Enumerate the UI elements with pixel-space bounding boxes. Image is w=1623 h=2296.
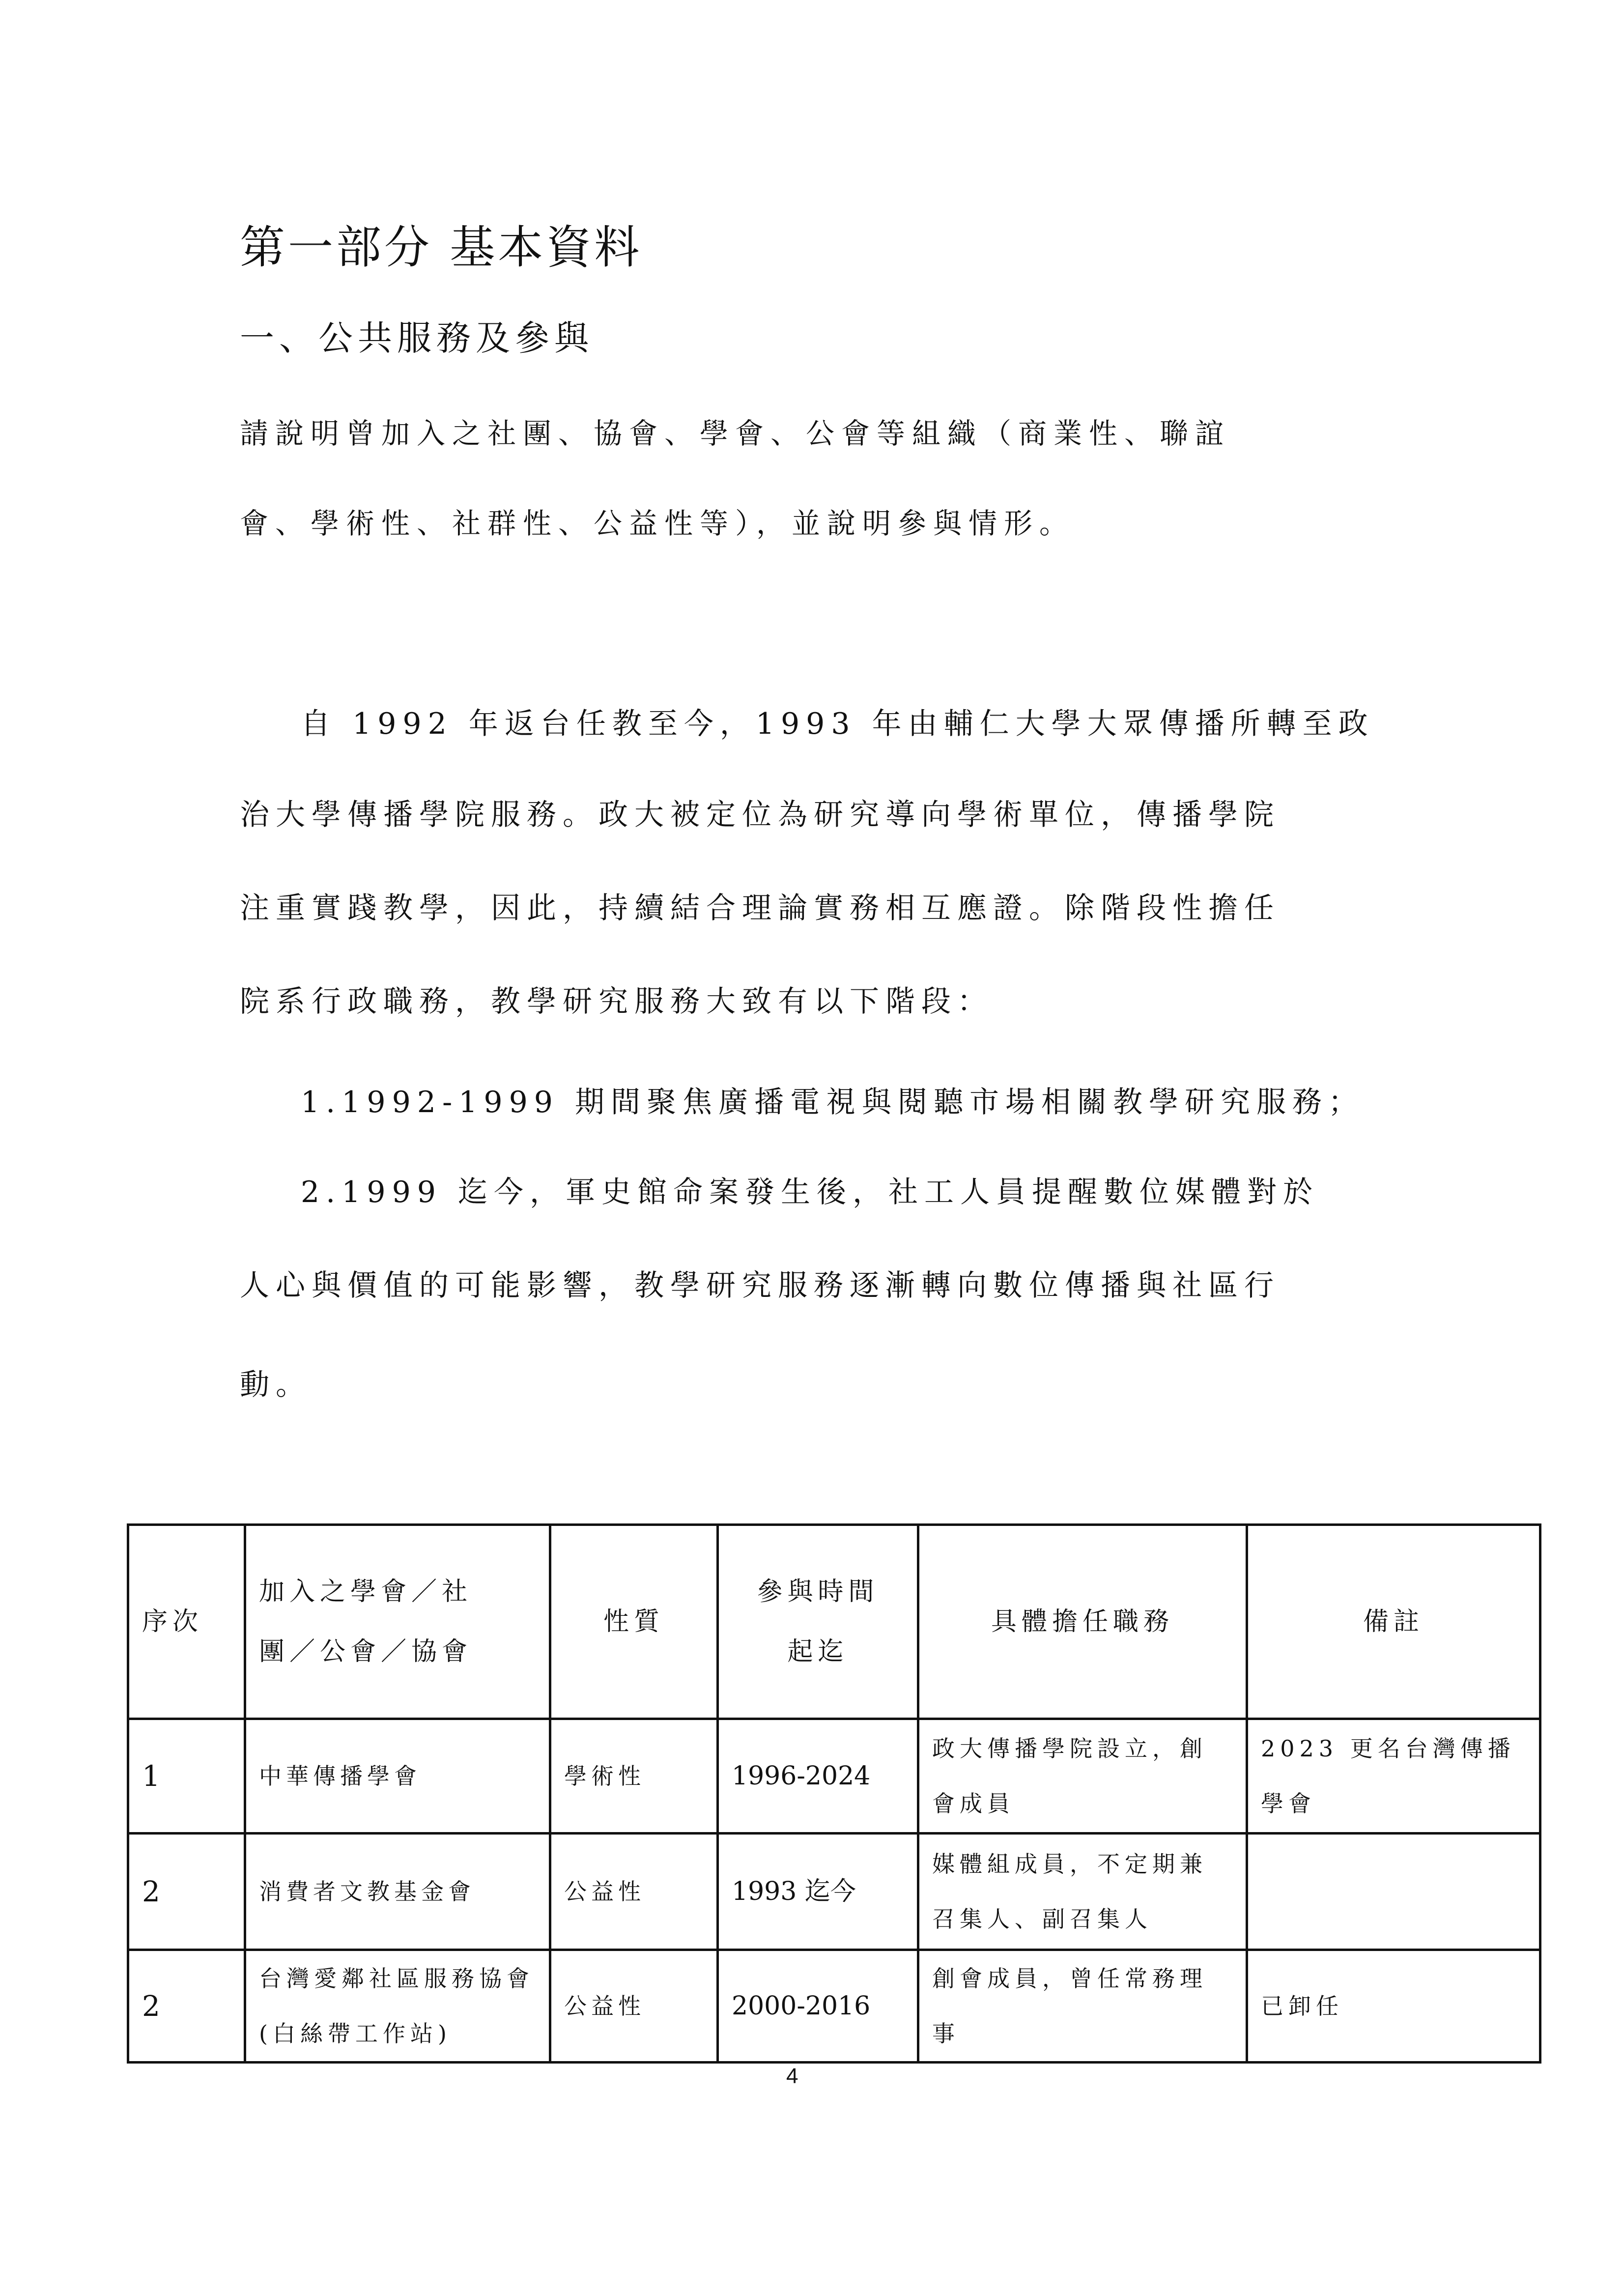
body-paragraph-line: 動。 [240,1368,312,1402]
cell-role: 媒體組成員，不定期兼召集人、副召集人 [918,1834,1247,1950]
table-row [128,1950,1540,2063]
header-period-line2: 起迄 [787,1637,849,1666]
cell-organization: 消費者文教基金會 [245,1834,550,1950]
table-row [128,1719,1540,1834]
header-period [718,1525,918,1719]
header-nature: 性質 [550,1525,718,1719]
header-period-line1: 參與時間 [757,1577,879,1607]
header-role: 具體擔任職務 [918,1525,1247,1719]
cell-nature: 公益性 [550,1950,718,2063]
body-paragraph-line: 自 1992 年返台任教至今，1993 年由輔仁大學大眾傳播所轉至政 [301,707,1374,741]
cell-seq: 2 [128,1950,245,2063]
cell-seq: 2 [128,1834,245,1950]
body-paragraph-line: 人心與價值的可能影響，教學研究服務逐漸轉向數位傳播與社區行 [240,1268,1280,1303]
cell-seq: 1 [128,1719,245,1834]
section-heading: 一、公共服務及參與 [240,318,594,358]
page-number: 4 [786,2064,798,2088]
list-item: 1.1992-1999 期間聚焦廣播電視與閱聽市場相關教學研究服務； [301,1085,1364,1119]
cell-note [1247,1834,1540,1950]
list-item: 2.1999 迄今，軍史館命案發生後，社工人員提醒數位媒體對於 [301,1175,1319,1209]
organizations-table [127,1523,1541,2064]
cell-note: 已卸任 [1247,1950,1540,2063]
cell-period: 1993 迄今 [718,1834,918,1950]
header-org-line1: 加入之學會／社 [259,1577,473,1607]
cell-note: 2023 更名台灣傳播學會 [1247,1719,1540,1834]
cell-nature: 公益性 [550,1834,718,1950]
table-header-row [128,1525,1540,1719]
cell-period: 2000-2016 [718,1950,918,2063]
cell-period: 1996-2024 [718,1719,918,1834]
page-title: 第一部分 基本資料 [240,221,643,274]
cell-role: 創會成員，曾任常務理事 [918,1950,1247,2063]
cell-organization: 台灣愛鄰社區服務協會(白絲帶工作站) [245,1950,550,2063]
cell-role: 政大傳播學院設立，創會成員 [918,1719,1247,1834]
instruction-line: 會、學術性、社群性、公益性等），並說明參與情形。 [240,507,1075,540]
body-paragraph-line: 院系行政職務，教學研究服務大致有以下階段： [240,984,993,1019]
instruction-line: 請說明曾加入之社團、協會、學會、公會等組織（商業性、聯誼 [240,417,1231,450]
cell-nature: 學術性 [550,1719,718,1834]
header-organization [245,1525,550,1719]
table-row [128,1834,1540,1950]
header-note: 備註 [1247,1525,1540,1719]
header-seq: 序次 [128,1525,245,1719]
body-paragraph-line: 注重實踐教學，因此，持續結合理論實務相互應證。除階段性擔任 [240,891,1280,925]
body-paragraph-line: 治大學傳播學院服務。政大被定位為研究導向學術單位，傳播學院 [240,798,1280,832]
header-org-line2: 團／公會／協會 [259,1637,473,1666]
cell-organization: 中華傳播學會 [245,1719,550,1834]
